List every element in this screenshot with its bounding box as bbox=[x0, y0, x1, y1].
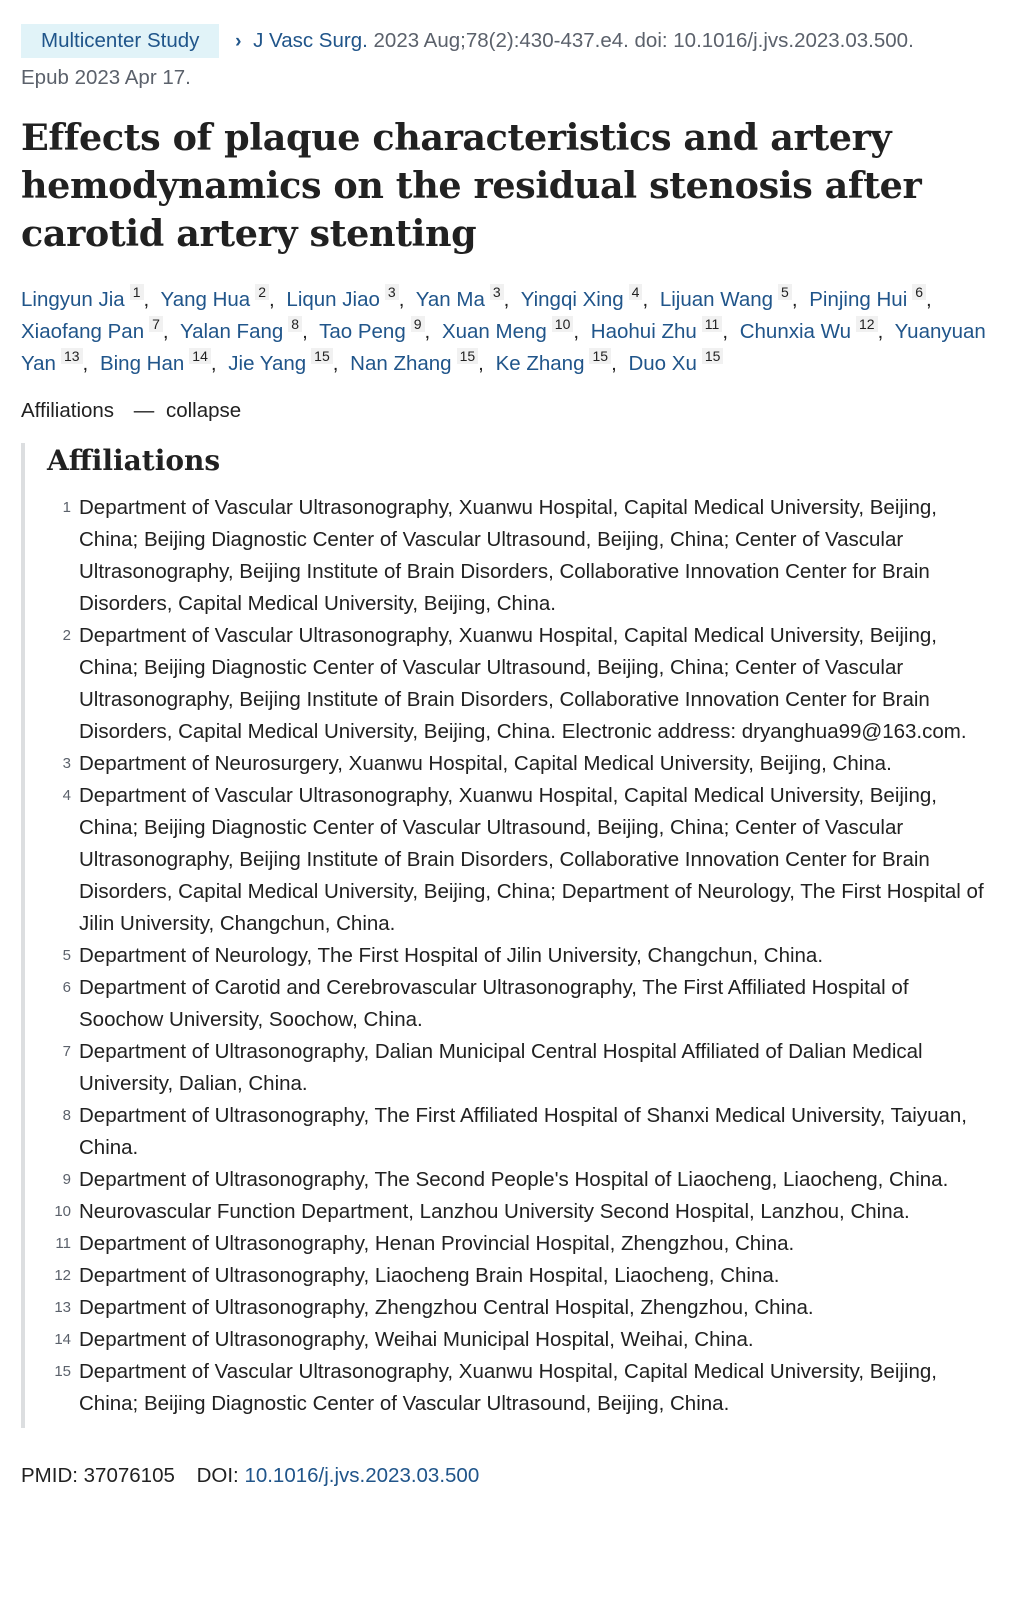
author-link[interactable]: Yan Ma bbox=[415, 288, 485, 311]
affiliation-ref[interactable]: 12 bbox=[856, 316, 878, 332]
author-link[interactable]: Tao Peng bbox=[319, 320, 406, 343]
author-separator: , bbox=[210, 352, 217, 375]
affiliation-ref[interactable]: 3 bbox=[490, 284, 504, 300]
author-link[interactable]: Yingqi Xing bbox=[520, 288, 624, 311]
chevron-right-icon: › bbox=[235, 31, 242, 52]
affiliation-text: Department of Vascular Ultrasonography, Xuanwu Hospital, Capital Medical University, Beijing, China; Beijing Diagnostic Center of Vascular Ultrasound, Beijing, China; Center of Vascular Ultrasonography, Beijing Institute of Brain Disorders, Collaborative Innovation Center for Brain Disorders, Capital Medical University, Beijing, China; Department of Neurology, The First Hospital of Jilin University, Changchun, China. bbox=[79, 784, 984, 935]
author-separator: , bbox=[332, 352, 339, 375]
affiliation-number: 11 bbox=[55, 1235, 71, 1252]
author-separator: , bbox=[478, 352, 484, 375]
affiliation-number: 10 bbox=[54, 1203, 71, 1220]
affiliation-text: Department of Ultrasonography, Henan Provincial Hospital, Zhengzhou, China. bbox=[79, 1232, 795, 1255]
affiliations-toggle-label: Affiliations bbox=[21, 399, 115, 422]
affiliation-text: Department of Neurology, The First Hospital of Jilin University, Changchun, China. bbox=[79, 944, 824, 967]
pmid-value: 37076105 bbox=[83, 1464, 175, 1487]
author-link[interactable]: Lijuan Wang bbox=[659, 288, 774, 311]
affiliation-ref[interactable]: 15 bbox=[311, 348, 333, 364]
affiliation-item bbox=[47, 1260, 994, 1292]
affiliation-number: 5 bbox=[62, 947, 71, 964]
affiliation-item bbox=[47, 780, 994, 940]
author-separator: , bbox=[573, 320, 580, 343]
affiliation-text: Department of Ultrasonography, The First Affiliated Hospital of Shanxi Medical University, Taiyuan, China. bbox=[79, 1104, 967, 1159]
affiliation-number: 13 bbox=[54, 1299, 71, 1316]
affiliation-ref[interactable]: 10 bbox=[552, 316, 574, 332]
author-separator: , bbox=[926, 288, 932, 311]
citation-details: 2023 Aug;78(2):430-437.e4. doi: 10.1016/j.jvs.2023.03.500. bbox=[373, 29, 914, 52]
author-link[interactable]: Haohui Zhu bbox=[590, 320, 697, 343]
affiliation-ref[interactable]: 15 bbox=[589, 348, 611, 364]
author-separator: , bbox=[722, 320, 729, 343]
pmid-label: PMID: bbox=[21, 1464, 78, 1487]
author-separator: , bbox=[642, 288, 649, 311]
affiliation-number: 8 bbox=[62, 1107, 71, 1124]
author-link[interactable]: Yuanyuan Yan bbox=[21, 320, 986, 375]
affiliation-item bbox=[47, 1228, 994, 1260]
authors-list bbox=[21, 284, 996, 380]
affiliation-text: Department of Ultrasonography, The Second People's Hospital of Liaocheng, Liaocheng, China. bbox=[79, 1168, 949, 1191]
author-link[interactable]: Jie Yang bbox=[228, 352, 307, 375]
affiliation-item bbox=[47, 1164, 994, 1196]
author-separator: , bbox=[424, 320, 431, 343]
affiliation-text: Department of Ultrasonography, Zhengzhou Central Hospital, Zhengzhou, China. bbox=[79, 1296, 814, 1319]
author-link[interactable]: Ke Zhang bbox=[495, 352, 585, 375]
affiliation-number: 3 bbox=[62, 755, 71, 772]
affiliation-ref[interactable]: 4 bbox=[629, 284, 643, 300]
doi-link[interactable]: 10.1016/j.jvs.2023.03.500 bbox=[244, 1464, 480, 1487]
affiliation-ref[interactable]: 3 bbox=[385, 284, 399, 300]
affiliations-list bbox=[47, 492, 994, 1420]
affiliation-item bbox=[47, 1100, 994, 1164]
affiliation-item bbox=[47, 1356, 994, 1420]
citation-line bbox=[21, 24, 994, 58]
affiliation-text: Department of Vascular Ultrasonography, Xuanwu Hospital, Capital Medical University, Beijing, China; Beijing Diagnostic Center of Vascular Ultrasound, Beijing, China; Center of Vascular Ultrasonography, Beijing Institute of Brain Disorders, Collaborative Innovation Center for Brain Disorders, Capital Medical University, Beijing, China. Electronic address: dryanghua99@163.com. bbox=[79, 624, 967, 743]
affiliations-toggle[interactable] bbox=[21, 395, 994, 427]
affiliations-panel bbox=[21, 443, 994, 1428]
affiliation-ref[interactable]: 15 bbox=[702, 348, 724, 364]
author-separator: , bbox=[269, 288, 275, 311]
affiliations-heading: Affiliations bbox=[47, 444, 221, 477]
affiliation-text: Department of Carotid and Cerebrovascular Ultrasonography, The First Affiliated Hospital of Soochow University, Soochow, China. bbox=[79, 976, 909, 1031]
author-separator: , bbox=[143, 288, 150, 311]
affiliation-item bbox=[47, 1196, 994, 1228]
author-link[interactable]: Xuan Meng bbox=[441, 320, 547, 343]
author-link[interactable]: Lingyun Jia bbox=[21, 288, 125, 311]
epub-date: Epub 2023 Apr 17. bbox=[21, 66, 191, 89]
affiliation-text: Department of Ultrasonography, Dalian Municipal Central Hospital Affiliated of Dalian Medical University, Dalian, China. bbox=[79, 1040, 923, 1095]
author-separator: , bbox=[791, 288, 798, 311]
affiliation-item bbox=[47, 1036, 994, 1100]
article-identifiers bbox=[21, 1460, 994, 1492]
author-separator: , bbox=[877, 320, 884, 343]
affiliation-text: Department of Ultrasonography, Weihai Municipal Hospital, Weihai, China. bbox=[79, 1328, 754, 1351]
affiliation-ref[interactable]: 1 bbox=[130, 284, 144, 300]
affiliation-text: Department of Neurosurgery, Xuanwu Hospital, Capital Medical University, Beijing, China. bbox=[79, 752, 892, 775]
author-separator: , bbox=[162, 320, 169, 343]
affiliation-item bbox=[47, 940, 994, 972]
author-link[interactable]: Bing Han bbox=[99, 352, 185, 375]
affiliation-number: 2 bbox=[62, 627, 71, 644]
affiliation-number: 14 bbox=[54, 1331, 71, 1348]
affiliation-ref[interactable]: 14 bbox=[189, 348, 211, 364]
author-separator: , bbox=[82, 352, 89, 375]
author-link[interactable]: Nan Zhang bbox=[350, 352, 452, 375]
affiliation-number: 15 bbox=[54, 1363, 71, 1380]
affiliation-item bbox=[47, 972, 994, 1036]
affiliation-number: 1 bbox=[62, 499, 71, 516]
affiliation-number: 7 bbox=[62, 1043, 71, 1060]
author-separator: , bbox=[503, 288, 510, 311]
doi-label: DOI: bbox=[196, 1464, 239, 1487]
affiliation-number: 12 bbox=[54, 1267, 71, 1284]
author-link[interactable]: Yalan Fang bbox=[179, 320, 284, 343]
affiliation-item bbox=[47, 492, 994, 620]
affiliation-text: Department of Vascular Ultrasonography, Xuanwu Hospital, Capital Medical University, Beijing, China; Beijing Diagnostic Center of Vascular Ultrasound, Beijing, China. bbox=[79, 1360, 937, 1415]
affiliation-item bbox=[47, 1324, 994, 1356]
affiliation-ref[interactable]: 6 bbox=[912, 284, 926, 300]
publication-type-badge[interactable]: Multicenter Study bbox=[21, 24, 219, 58]
affiliation-ref[interactable]: 15 bbox=[457, 348, 479, 364]
affiliation-ref[interactable]: 5 bbox=[778, 284, 792, 300]
author-link[interactable]: Pinjing Hui bbox=[809, 288, 908, 311]
author-separator: , bbox=[398, 288, 405, 311]
collapse-dash-icon: — bbox=[133, 399, 155, 422]
collapse-link[interactable]: collapse bbox=[165, 399, 242, 422]
affiliation-item bbox=[47, 620, 994, 748]
affiliation-text: Department of Vascular Ultrasonography, Xuanwu Hospital, Capital Medical University, Beijing, China; Beijing Diagnostic Center of Vascular Ultrasound, Beijing, China; Center of Vascular Ultrasonography, Beijing Institute of Brain Disorders, Collaborative Innovation Center for Brain Disorders, Capital Medical University, Beijing, China. bbox=[79, 496, 937, 615]
author-link[interactable]: Liqun Jiao bbox=[286, 288, 380, 311]
author-link[interactable]: Xiaofang Pan bbox=[21, 320, 145, 343]
author-separator: , bbox=[611, 352, 617, 375]
affiliation-item bbox=[47, 1292, 994, 1324]
author-separator: , bbox=[302, 320, 308, 343]
affiliation-ref[interactable]: 8 bbox=[288, 316, 302, 332]
affiliation-text: Neurovascular Function Department, Lanzhou University Second Hospital, Lanzhou, China. bbox=[79, 1200, 910, 1223]
affiliation-item bbox=[47, 748, 994, 780]
affiliation-text: Department of Ultrasonography, Liaocheng Brain Hospital, Liaocheng, China. bbox=[79, 1264, 780, 1287]
affiliation-ref[interactable]: 2 bbox=[255, 284, 269, 300]
article-title: Effects of plaque characteristics and artery hemodynamics on the residual stenosis after carotid artery stenting bbox=[21, 116, 922, 255]
journal-link[interactable]: J Vasc Surg. bbox=[253, 29, 368, 52]
affiliation-ref[interactable]: 13 bbox=[61, 348, 83, 364]
affiliation-ref[interactable]: 7 bbox=[149, 316, 163, 332]
affiliation-number: 9 bbox=[62, 1171, 71, 1188]
author-link[interactable]: Yang Hua bbox=[160, 288, 251, 311]
affiliation-ref[interactable]: 11 bbox=[702, 316, 723, 332]
affiliation-number: 4 bbox=[62, 787, 71, 804]
author-link[interactable]: Duo Xu bbox=[628, 352, 697, 375]
affiliation-ref[interactable]: 9 bbox=[411, 316, 425, 332]
affiliation-number: 6 bbox=[62, 979, 71, 996]
author-link[interactable]: Chunxia Wu bbox=[739, 320, 852, 343]
